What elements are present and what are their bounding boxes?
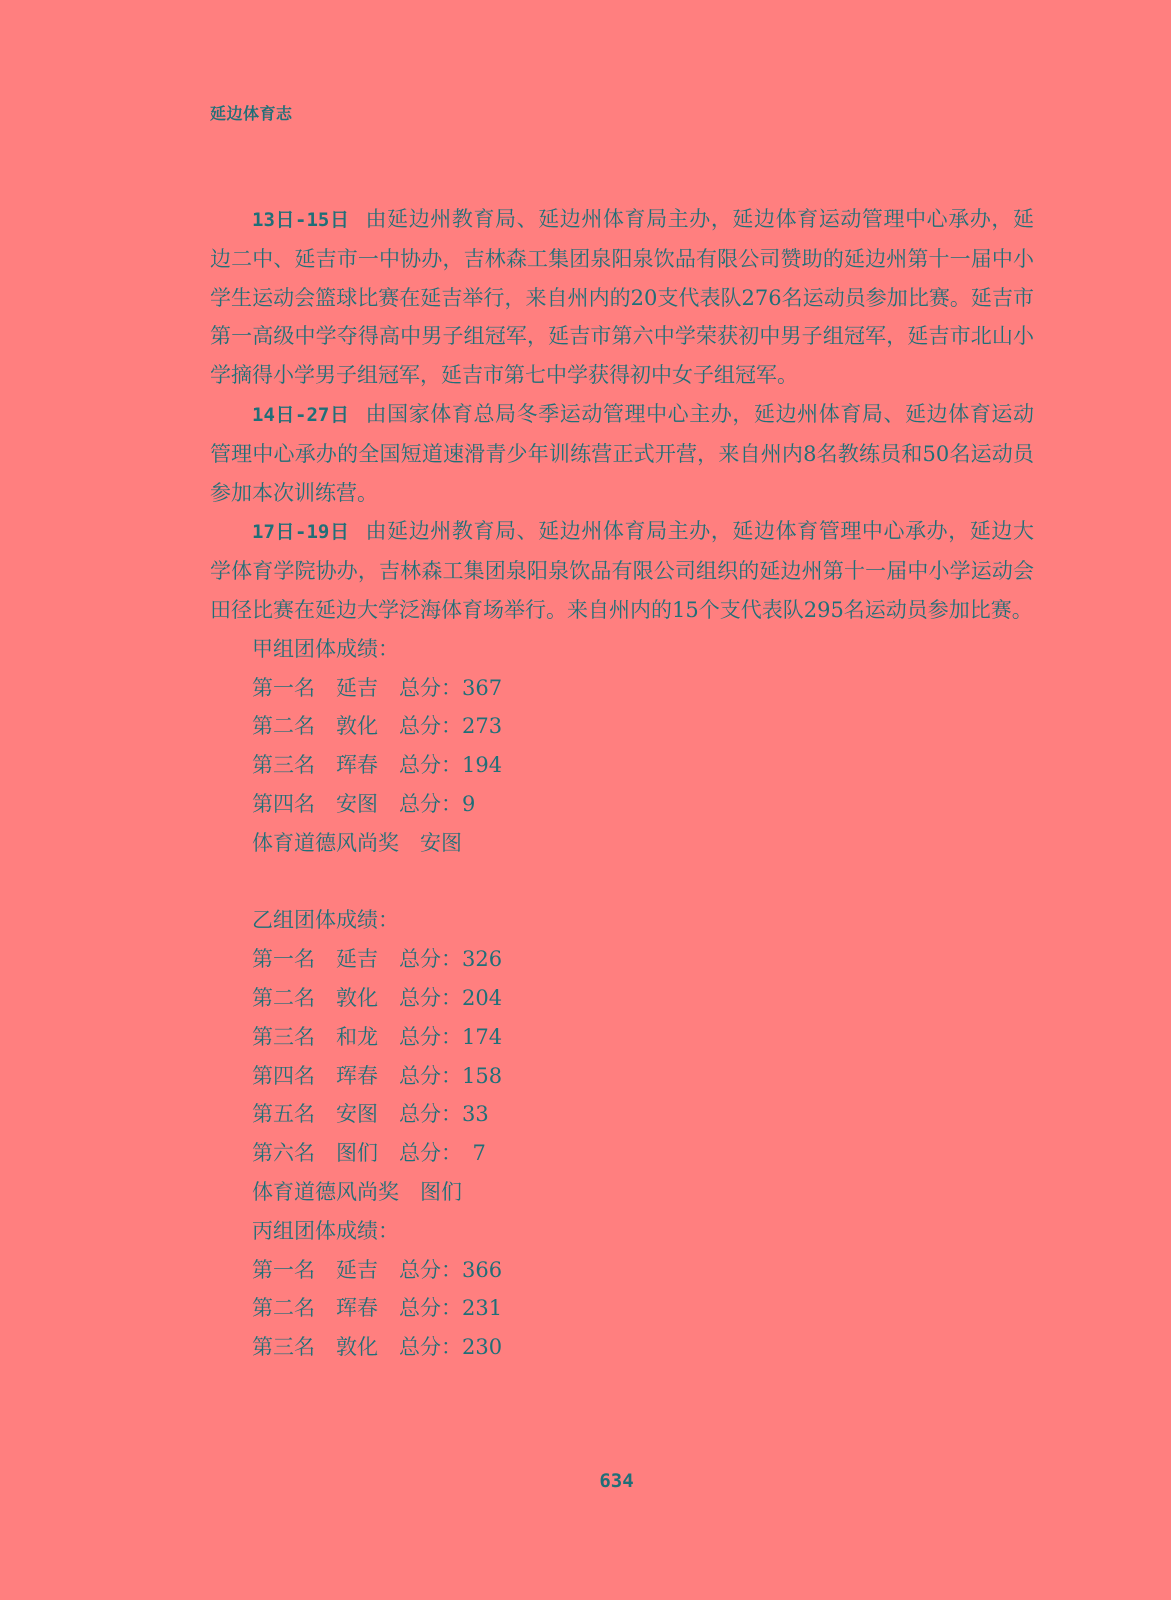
chronicle-entry: [210, 512, 1034, 629]
group-heading: 乙组团体成绩：: [252, 908, 399, 933]
group-c-results: [210, 1212, 1034, 1367]
result-row: 第四名 珲春 总分：158: [252, 1063, 503, 1088]
result-row: 第五名 安图 总分：33: [252, 1102, 489, 1127]
result-row: 第六名 图们 总分： 7: [252, 1141, 486, 1166]
result-row: 第四名 安图 总分：9: [252, 791, 476, 816]
group-b-results: [210, 901, 1034, 1211]
group-a-results: [210, 630, 1034, 863]
result-row: 第三名 敦化 总分：230: [252, 1335, 503, 1360]
entry-date: 14日-27日: [252, 403, 350, 426]
sportsmanship-award: 体育道德风尚奖 安图: [252, 830, 462, 855]
entry-text: 由延边州教育局、延边州体育局主办，延边体育管理中心承办，延边大学体育学院协办，吉林森工集团泉阳泉饮品有限公司组织的延边州第十一届中小学运动会田径比赛在延边大学泛海体育场举行。来自州内的15个支代表队295名运动员参加比赛。: [210, 519, 1034, 622]
result-row: 第三名 和龙 总分：174: [252, 1024, 503, 1049]
result-row: 第二名 敦化 总分：204: [252, 985, 503, 1010]
result-row: 第一名 延吉 总分：366: [252, 1257, 503, 1282]
entry-text: 由国家体育总局冬季运动管理中心主办，延边州体育局、延边体育运动管理中心承办的全国短道速滑青少年训练营正式开营，来自州内8名教练员和50名运动员参加本次训练营。: [210, 401, 1034, 505]
result-row: 第一名 延吉 总分：367: [252, 675, 503, 700]
chronicle-entry: [210, 395, 1034, 512]
sportsmanship-award: 体育道德风尚奖 图们: [252, 1179, 462, 1204]
group-heading: 甲组团体成绩：: [252, 636, 399, 661]
body-text: [210, 200, 1034, 1367]
result-row: 第一名 延吉 总分：326: [252, 947, 503, 972]
entry-text: 由延边州教育局、延边州体育局主办，延边体育运动管理中心承办，延边二中、延吉市一中协办，吉林森工集团泉阳泉饮品有限公司赞助的延边州第十一届中小学生运动会篮球比赛在延吉举行，来自州内的20支代表队276名运动员参加比赛。延吉市第一高级中学夺得高中男子组冠军，延吉市第六中学荣获初中男子组冠军，延吉市北山小学摘得小学男子组冠军，延吉市第七中学获得初中女子组冠军。: [210, 207, 1034, 388]
result-row: 第二名 珲春 总分：231: [252, 1296, 503, 1321]
result-row: 第三名 珲春 总分：194: [252, 753, 503, 778]
chronicle-entry: [210, 200, 1034, 395]
running-header: 延边体育志: [210, 104, 293, 123]
entry-date: 13日-15日: [252, 209, 350, 231]
result-row: 第二名 敦化 总分：273: [252, 714, 503, 739]
entry-date: 17日-19日: [252, 521, 350, 544]
blank-line: [210, 863, 1034, 902]
page-number: 634: [599, 1470, 634, 1492]
group-heading: 丙组团体成绩：: [252, 1218, 399, 1243]
